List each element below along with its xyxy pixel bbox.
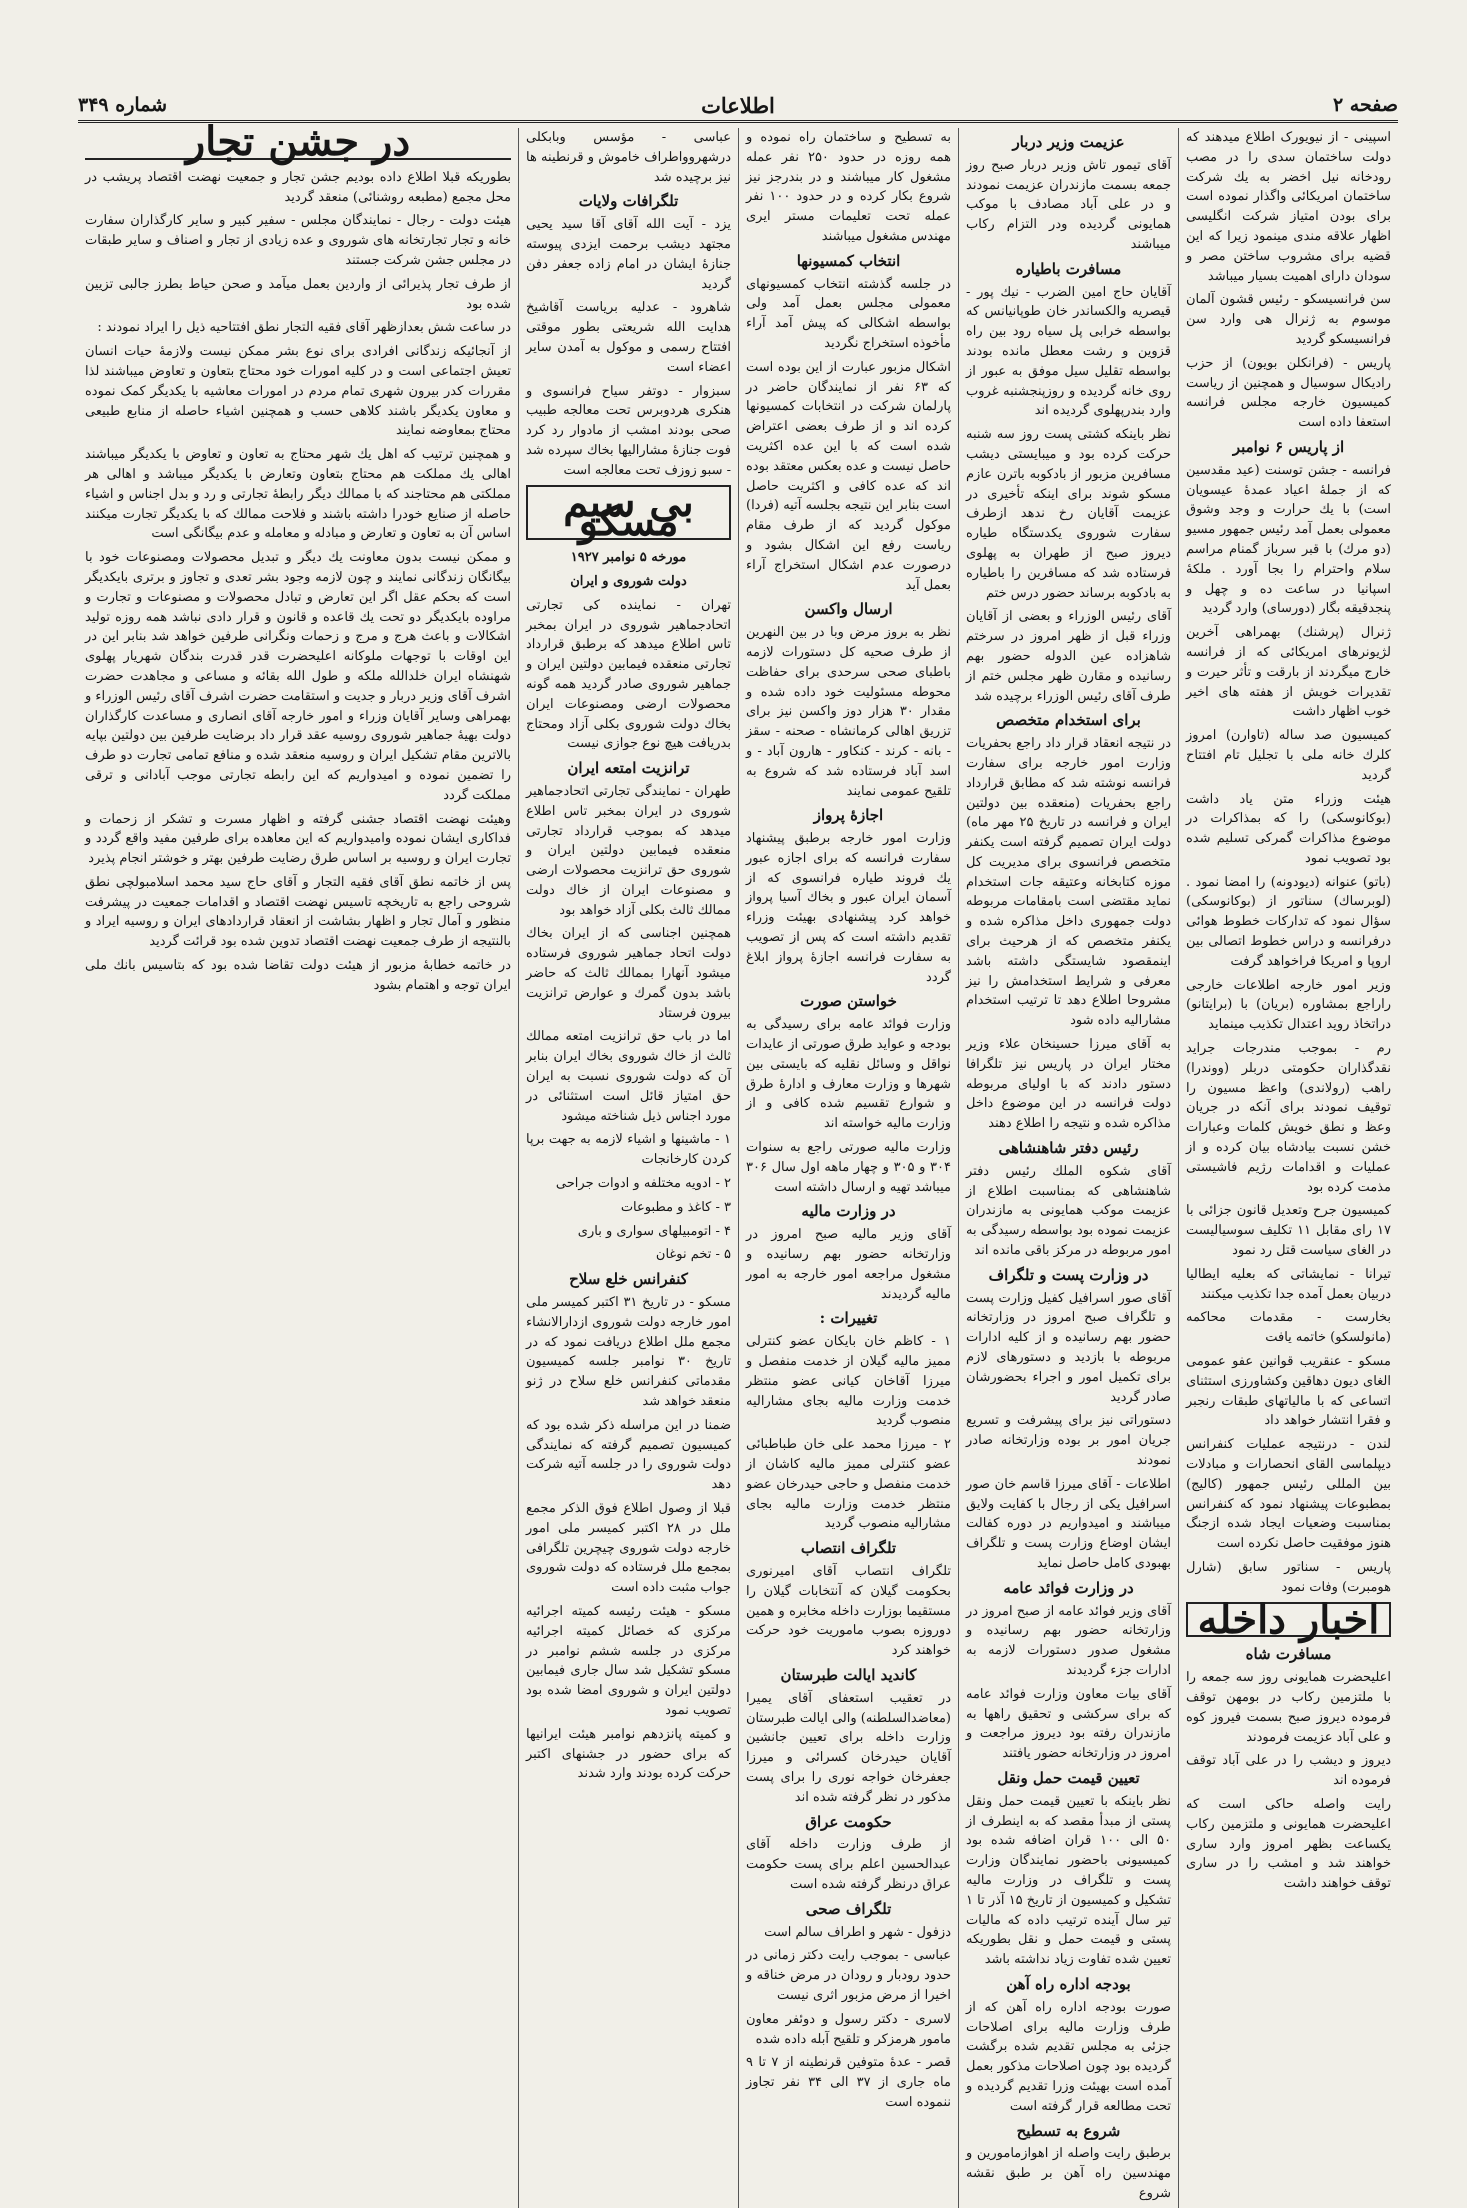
paragraph: اشکال مزبور عبارت از این بوده است که ۶۳ نفر از نمایندگان حاضر در پارلمان شرکت در انتخابات کمسیونها کرده اند و از طرف بعضی اعتراض شده است که با این عده اکثریت حاصل نیست و عده بعکس معتقد بوده اند که عده کافی و اکثریت حاصل است بنابر این نتیجه بجلسه آتیه (فردا) موکول گردید که از طرف مقام ریاست رفع این اشکال بشود و درصورت عدم اشکال استخراج آراء بعمل آید xyxy=(746,359,951,593)
paragraph: (باتو) عنوانه (دیودونه) را امضا نمود . (لوبرساك) سناتور از (بوکانوسکی) سؤال نمود که تدارکات خطوط هوائی درفرانسه و دراس خطوط اتصالی بین اروپا و امریکا فراخواهد گرفت xyxy=(1186,874,1391,969)
paragraph: تیرانا - نمایشاتی که بعلیه ایطالیا دربیان بعمل آمده جدا تکذیب میکنند xyxy=(1186,1266,1391,1302)
headline: اجازهٔ پرواز xyxy=(813,806,884,825)
paragraph: یزد - آیت الله آقای آقا سید یحیی مجتهد دیشب برحمت ایزدی پیوسته جنازهٔ ایشان در امام زاده جعفر دفن گردید xyxy=(526,217,731,292)
paragraph: آقای تیمور تاش وزیر دربار صبح روز جمعه بسمت مازندران عزیمت نمودند و در علی آباد مصادف با موکب همایونی گردیده ودر التزام رکاب میباشند xyxy=(966,157,1171,252)
paragraph: به آقای میرزا حسینخان علاء وزیر مختار ایران در پاریس نیز تلگرافا دستور دادند که با اولیای مربوطه دولت فرانسه در این موضوع داخل مذاکره شده و نتیجه را اطلاع دهند xyxy=(966,1037,1171,1132)
paragraph: بطوریکه قبلا اطلاع داده بودیم جشن تجار و جمعیت نهضت اقتصاد پریشب در محل مجمع (مطبعه روشنائی) منعقد گردید xyxy=(85,169,511,205)
paragraph: و ممکن نیست بدون معاونت یك دیگر و تبدیل محصولات ومصنوعات خود با بیگانگان زندگانی نمایند و چون لازمه وجود بشر تعدی و تجاوز و برتری بایکدیگر است که بحکم عقل اگر این تعارض و تبادل محصولات و مصنوعات و تجارت و مراوده بایکدیگر دو تحت یك قاعده و قانون و قرار دادی نباشد همه روزه تولید اشکالات و باعث هرج و مرج و زحمات ونگرانی طرفین خواهد شد بنابر این در این اوقات با توجهات ملوکانه اعلیحضرت قدر قدرت بندگان شهریار پهلوی شهنشاه ایران خلدالله ملکه و طول الله بقائه و مساعی و مجاهدت حضرت اشرف آقای وزیر دربار و جدیت و استقامت حضرت اشرف آقای رئیس الوزراء و بهمراهی وسایر آقایان وزراء و امور خارجه آقای انصاری و مساعدت کارگذاران دولت بهیهٔ جماهیر شوروی روسیه عقد قرار داد برضایت طرفین بین دولتین بپایه بالاترین مقام تشکیل ایران و روسیه منعقد شده و منافع تمامی تجارت دو طرف را تضمین نموده و امیدواریم که این رابطه تجارتی موجب آبادانی و ترقی مملکت گردد xyxy=(85,550,511,803)
list-item: ۴ - اتومبیلهای سواری و باری xyxy=(577,1223,731,1239)
paragraph: مسکو - عنقریب قوانین عفو عمومی الغای دیون دهاقین وکشاورزی استثنای اتساعی که با مالیاتهای طبقات رنجبر و فقرا انتشار خواهد داد xyxy=(1186,1354,1391,1429)
headline: خواستن صورت xyxy=(800,992,897,1011)
paragraph: کمیسیون جرح وتعدیل قانون جزائی با ۱۷ رای مقابل ۱۱ تکلیف سوسیالیست در الغای سیاست قتل رد نمود xyxy=(1186,1203,1391,1259)
paragraph: آقایان حاج امین الضرب - نیك پور - قیصریه والکساندر خان طوپانیانس که بواسطه خرابی پل سیاه رود بین راه قزوین و رشت معطل مانده بودند بواسطه تقلیل سیل موفق به عبور از روی خانه گردیده و روزپنجشنبه غروب وارد بندرپهلوی گردیده اند xyxy=(966,284,1171,419)
paragraph: قصر - عدهٔ متوفین قرنطینه از ۷ تا ۹ ماه جاری از ۳۷ الی ۳۴ نفر تجاوز ننموده است xyxy=(746,2055,951,2110)
paragraph: لندن - درنتیجه عملیات کنفرانس دیپلماسی القای انحصارات و مبادلات بین المللی رئیس جمهور (کالیج) بمطبوعات پیشنهاد نمود که کنفرانس بمناسبت وضعیات ایجاد شده ازجنگ هنوز موفقیت حاصل نکرده است xyxy=(1186,1437,1391,1552)
paragraph: مسکو - هیئت رئیسه کمیته اجرائیه مرکزی که خصائل کمیته اجرائیه مرکزی در جلسه ششم نوامبر در مسکو تشکیل شد سال جاری فیمابین دولتین ایران و شوروی امضا شده بود تصویب نمود xyxy=(526,1603,731,1718)
column-4 xyxy=(518,128,738,2208)
paragraph: ۱ - کاظم خان بایکان عضو کنترلی ممیز مالیه گیلان از خدمت منفصل و میرزا آقاخان کیانی عضو منتظر خدمت وزارت مالیه بجای مشارالیه منصوب گردید xyxy=(746,1334,951,1429)
paragraph: وزارت امور خارجه برطبق پیشنهاد سفارت فرانسه که برای اجازه عبور یك فروند طیاره فرانسوی که از آسمان ایران عبور و بخاك آسیا پرواز خواهد کرد پیشنهادی بهیئت وزراء تقدیم داشته است که پس از تصویب به سفارت فرانسه اجازهٔ پرواز ابلاغ گردد xyxy=(746,831,951,985)
headline: در وزارت فوائد عامه xyxy=(1003,1578,1134,1597)
paragraph: نظر باینکه با تعیین قیمت حمل ونقل پستی از مبدأ مقصد که به اینطرف از ۵۰ الی ۱۰۰ قران اضافه شده بود کمیسیونی باحضور نمایندگان وزارت پست و تلگراف در وزارت مالیه تشکیل و کمیسیون از تاریخ ۱۵ آذر تا ۱ تیر سال آینده ترتیب داده که مالیات پستی و قیمت حمل و نقل بطوریکه تعیین شده تفاوت زیاد نداشته باشد xyxy=(966,1793,1171,1968)
paragraph: عباسی - بموجب رایت دکتر زمانی در حدود رودبار و رودان در مرض خناقه و اخیرا از مرض مزبور اثری نیست xyxy=(746,1948,951,2003)
paragraph: هیئت دولت - رجال - نمایندگان مجلس - سفیر کبیر و سایر کارگذاران سفارت خانه و تجار تجارتخانه های شوروی و عده زیادی از تجار و اصناف و سایر طبقات در مجلس جشن شرکت جستند xyxy=(85,213,511,268)
paragraph: بخارست - مقدمات محاکمه (مانولسکو) خاتمه یافت xyxy=(1186,1310,1391,1346)
list-item: ۳ - کاغذ و مطبوعات xyxy=(620,1199,731,1215)
paragraph: وزیر امور خارجه اطلاعات خارجی راراجع بمشاوره (بریان) با (برایتانو) دراتخاذ روید اعتدال تکذیب مینماید xyxy=(1186,977,1391,1033)
paragraph: پاریس - (فرانکلن بویون) از حزب رادیکال سوسیال و همچنین از ریاست کمیسیون خارجه مجلس فرانسه استعفا داده است xyxy=(1186,355,1391,431)
paragraph: نظر به بروز مرض وبا در بین النهرین از طرف صحیه کل دستورات لازمه باطبای صحی سرحدی برای حفاظت محوطه مسئولیت خود داده شده و مقدار ۳۰ هزار دوز واکسن نیز برای تزریق اهالی کرمانشاه - صحنه - سقز - بانه - کرند - کنکاور - هارون آباد - و اسد آباد فرستاده شد که شروع به تلقیح عمومی نمایند xyxy=(746,625,951,799)
paragraph: وزارت فوائد عامه برای رسیدگی به بودجه و عواید طرق صورتی از عایدات نواقل و وسائل نقلیه که بایستی بین شهرها و وزارت معارف و ادارهٔ طرق و شوارع تقسیم شده کافی و از وزارت مالیه خواسته اند xyxy=(746,1017,951,1132)
headline: تغییرات : xyxy=(819,1309,878,1328)
column-3 xyxy=(738,128,958,2208)
paragraph: در نتیجه انعقاد قرار داد راجع بحفریات وزارت امور خارجه برای سفارت فرانسه نوشته شد که مطابق قرارداد راجع بحفریات (منعقده بین دولتین ایران و فرانسه در تاریخ ۲۵ مهر ماه) دولت ایران تصمیم گرفته است یکنفر متخصص فرانسوی برای مدیریت کل موزه کتابخانه وعتیقه جات استخدام نماید مقتضی است بامقامات مربوطه دولت جمهوری داخل مذاکره شده و یکنفر متخصص که از هرحیث برای اینمقصود شایستگی داشته باشد معرفی و شرایط استخدامش را نیز مشروحا اطلاع دهد تا ترتیب استخدام مشارالیه داده شود xyxy=(966,736,1171,1029)
paragraph: هیئت وزراء متن یاد داشت (بوکانوسکی) را که بمذاکرات در موضوع مذاکرات گمرکی تسلیم شده بود تصویب نمود xyxy=(1186,791,1391,866)
section-title-internal-news: اخبار داخله xyxy=(1186,1602,1391,1638)
headline: از پاریس ۶ نوامبر xyxy=(1232,437,1345,456)
paragraph: قبلا از وصول اطلاع فوق الذکر مجمع ملل در ۲۸ اکتبر کمیسر ملی امور خارجه دولت شوروی چیچرین تلگرافی بمجمع ملل فرستاده که دولت شوروی جواب مثبت داده است xyxy=(526,1501,731,1596)
section-title-merchants-celebration: در جشن تجار xyxy=(85,132,511,160)
paragraph: آقای شکوه الملك رئیس دفتر شاهنشاهی که بمناسبت اطلاع از عزیمت موکب همایونی به مازندران عزیمت نموده بود بواسطه رسیدگی به امور مربوطه در مرکز باقی مانده اند xyxy=(966,1163,1171,1259)
headline: ترانزیت امتعه ایران xyxy=(567,759,690,778)
page-number: صفحه ۲ xyxy=(1332,94,1398,116)
paragraph: در تعقیب استعفای آقای یمیرا (معاضدالسلطنه) والی ایالت طبرستان وزارت داخله برای تعیین جانشین آقایان حیدرخان کسرائی و میرزا جعفرخان خواجه نوری را برای پست مذکور در نظر گرفته شده اند xyxy=(746,1690,951,1805)
paragraph: طهران - نمایندگی تجارتی اتحادجماهیر شوروی در ایران بمخبر تاس اطلاع میدهد که بموجب قرارداد تجارتی منعقده فیمابین دولتین ایران و شوروی حق ترانزیت محصولات ارضی و مصنوعات ایران از خاك دولت ممالك ثالث بکلی آزاد خواهد بود xyxy=(526,783,731,918)
headline: مسافرت شاه xyxy=(1245,1645,1332,1664)
paragraph: در خاتمه خطابهٔ مزبور از هیئت دولت تقاضا شده بود که بتاسیس بانك ملی ایران توجه و اهتمام بشود xyxy=(85,958,511,993)
paragraph: همچنین اجناسی که از ایران بخاك دولت اتحاد جماهیر شوروی فرستاده میشود آنهارا بممالك ثالث که حاضر باشد بدون گمرك و عوارض ترانزیت بیرون فرستاد xyxy=(526,926,731,1021)
paragraph: از آنجائیکه زندگانی افرادی برای نوع بشر ممکن نیست ولازمهٔ حیات انسان تعیش اجتماعی است و در کلیه امورات خود محتاج بتعاون و تعاوض میباشند لذا مقررات کدر بیرون شهری تمام مردم در امورات معاشیه با یکدیگر کمک نموده و معاون یکدیگر باشند کلاهی حسب و همچنین اشیاء حاصله از منابع طبیعی محتاج بمعاوضه نمایند xyxy=(85,344,511,439)
headline: تلگراف صحی xyxy=(805,1899,892,1918)
paragraph: دزفول - شهر و اطراف سالم است xyxy=(764,1924,951,1940)
paragraph: نظر باینکه کشتی پست روز سه شنبه حرکت کرده بود و میبایستی دیشب مسافرین مزبور از بادکوبه باترن عازم مسکو شوند برای اینکه تأخیری در عزیمت آقایان رخ ندهد ازطرف سفارت شوروی یکدستگاه طیاره دیروز صبح از طهران به پهلوی فرستاده شد که مسافرین را باطیاره به بادکوبه برساند حضور درس ختم xyxy=(966,427,1171,601)
headline: کنفرانس خلع سلاح xyxy=(569,1270,688,1289)
paragraph: اما در باب حق ترانزیت امتعه ممالك ثالث از خاك شوروی بخاك ایران بنابر آن که دولت شوروی نسبت به ایران حق امتیاز قائل است استثنائی در مورد اجناس ذیل شناخته میشود xyxy=(526,1029,731,1124)
paragraph: ژنرال (پرشنك) بهمراهی آخرین لژیونرهای امریکائی که از فرانسه خارج میگردند از بارقت و تأثر حیرت و تقدیرات خویش از هفته های اخیر خوب اظهار داشت xyxy=(1186,625,1391,720)
headline: بودجه اداره راه آهن xyxy=(1006,1974,1131,1993)
dateline: مورخه ۵ نوامبر ۱۹۲۷ xyxy=(570,550,687,566)
columns xyxy=(78,118,1398,2201)
paragraph: آقای رئیس الوزراء و بعضی از آقایان وزراء قبل از ظهر امروز در سرختم شاهزاده عین الدوله حضور بهم رسانیده و مقارن ظهر مجلس ختم از طرف آقای رئیس الوزراء برچیده شد xyxy=(966,609,1171,704)
paragraph: لاسری - دکتر رسول و دوئفر معاون مامور هرمزکر و تلقیح آبله داده شده xyxy=(746,2011,951,2047)
paragraph: دیروز و دیشب را در علی آباد توقف فرموده اند xyxy=(1186,1753,1391,1789)
list-item: ۲ - ادویه مختلفه و ادوات جراحی xyxy=(555,1176,731,1192)
column-5 xyxy=(78,118,518,2208)
headline: رئیس دفتر شاهنشاهی xyxy=(998,1139,1139,1158)
paragraph: فرانسه - جشن توسنت (عید مقدسین که از جملهٔ اعیاد عمدهٔ عیسویان است) با یك حرارت و وجد وشوق معمولی بعمل آمد رئیس جمهور مسیو (دو مرك) با قبر سرباز گمنام مراسم سلام واحترام را بجا آورد . ملکهٔ اسپانیا در ساعت ده و چهل و پنجدقیقه بگار (دورسای) وارد گردید xyxy=(1186,462,1391,617)
paragraph: آقای وزیر مالیه صبح امروز در وزارتخانه حضور بهم رسانیده و مشغول مراجعه امور خارجه به امور مالیه گردیدند xyxy=(746,1227,951,1302)
paragraph: سبزوار - دوتفر سیاح فرانسوی و هنکری هردوبرس تحت معالجه طبیب صحی بودند امشب از مادوار رد کرد فوت جنازهٔ مشارالیها بخاك سپرده شد - سبو زوزف تحت معالجه است xyxy=(526,383,731,478)
headline: تلگراف انتصاب xyxy=(800,1539,897,1558)
paragraph: کمیسیون صد ساله (تاوارن) امروز کلرك خانه ملی با تجلیل تام افتتاح گردید xyxy=(1186,728,1391,783)
paragraph: وهیئت نهضت اقتصاد جشنی گرفته و اظهار مسرت و تشکر از زحمات و فداکاری ایشان نموده وامیدواریم که این معاهده برای طرفین مفید واقع گردد و تجارت ایران و روسیه بر اساس طرق رضایت طرفین بهتر و خوشتر انجام پذیرد xyxy=(85,811,511,867)
dateline: دولت شوروی و ایران xyxy=(570,573,687,589)
paragraph: برطبق رایت واصله از اهوازمامورین و مهندسین راه آهن بر طبق نقشه شروع xyxy=(966,2146,1171,2201)
paragraph: در جلسه گذشته انتخاب کمسیونهای معمولی مجلس بعمل آمد ولی بواسطه اشکالی که پیش آمد آراء مأخوذه استخراج نگردید xyxy=(746,276,951,351)
paragraph: شاهرود - عدلیه بریاست آقاشیخ هدایت الله شریعتی بطور موقتی افتتاح رسمی و موکول به آمدن سایر اعضاء است xyxy=(526,300,731,375)
headline: انتخاب کمسیونها xyxy=(796,251,901,270)
paragraph: رایت واصله حاکی است که اعلیحضرت همایونی و ملتزمین رکاب یکساعت بظهر امروز وارد ساری خواهند شد و امشب را در ساری توقف خواهند داشت xyxy=(1186,1796,1391,1892)
headline: عزیمت وزیر دربار xyxy=(1012,133,1125,151)
list-item: ۵ - تخم نوغان xyxy=(655,1247,731,1263)
headline: حکومت عراق xyxy=(805,1812,892,1831)
section-title-moscow-wireless: بی سیم مسکو xyxy=(526,485,731,541)
paragraph: اطلاعات - آقای میرزا قاسم خان صور اسرافیل یکی از رجال با کفایت ولایق میباشند و امیدواریم در دوره کفالت ایشان اوضاع وزارت پست و تلگراف بهبودی کامل حاصل نماید xyxy=(966,1476,1171,1571)
paragraph: پس از خاتمه نطق آقای فقیه التجار و آقای حاج سید محمد اسلامبولچی نطق شروحی راجع به تاریخچه تاسیس نهضت اقتصاد و اقدامات جمعیت در پیشرفت منظور و آمال تجار و اظهار بشاشت از انعقاد قراردادهای ایران و روسیه ایراد و بالنتیجه از طرف جمعیت نهضت اقتصاد تدوین شده بود قرائت گردید xyxy=(85,874,511,950)
headline: در وزارت مالیه xyxy=(801,1202,896,1221)
newspaper-title: اطلاعات xyxy=(701,92,775,118)
paragraph: سن فرانسیسکو - رئیس قشون آلمان موسوم به ژنرال هی وارد سن فرانسیسکو گردید xyxy=(1186,292,1391,347)
paragraph: ضمنا در این مراسله ذکر شده بود که کمیسیون تصمیم گرفته که نمایندگی دولت شوروی را در جلسه آتیه شرکت دهد xyxy=(526,1417,731,1493)
headline: تعیین قیمت حمل ونقل xyxy=(997,1768,1140,1787)
paragraph: عباسی - مؤسس وبابکلی درشهروواطراف خاموش و قرنطینه ها نیز برچیده شد xyxy=(526,130,731,185)
paragraph: صورت بودجه اداره راه آهن که از طرف وزارت مالیه برای اصلاحات جزئی به مجلس تقدیم شده برگشت گردیده بود چون اصلاحات مذکور بعمل آمده است بهیئت وزرا تقدیم گردیده و تحت مطالعه قرار گرفته است xyxy=(966,1999,1171,2114)
headline: برای استخدام متخصص xyxy=(996,711,1141,730)
issue-number: شماره ۳۴۹ xyxy=(78,94,168,116)
paragraph: به تسطیح و ساختمان راه نموده و همه روزه در حدود ۲۵۰ نفر عمله مشغول کار میباشند و در بندرجز نیز شروع بکار کرده و در حدود ۱۰۰ نفر عمله تحت تعلیمات مستر ایری مهندس مشغول میباشند xyxy=(746,130,952,244)
paragraph: تلگراف انتصاب آقای امیرنوری بحکومت گیلان که آنتخابات گیلان را مستقیما بوزارت داخله مخابره و همین دوروزه بصوب ماموریت خود حرکت خواهند کرد xyxy=(746,1563,951,1659)
headline: کاندید ایالت طبرستان xyxy=(780,1665,917,1684)
paragraph: آقای بیات معاون وزارت فوائد عامه که برای سرکشی و تحقیق راهها به مازندران رفته بود دیروز مراجعت و امروز در وزارتخانه حضور یافتند xyxy=(966,1686,1171,1762)
paragraph: وزارت مالیه صورتی راجع به سنوات ۳۰۴ و ۳۰۵ و چهار ماهه اول سال ۳۰۶ میباشد تهیه و ارسال داشته است xyxy=(746,1140,951,1195)
masthead xyxy=(78,92,1398,118)
headline: تلگرافات ولایات xyxy=(578,192,679,211)
paragraph: ۲ - میرزا محمد علی خان طباطبائی عضو کنترلی ممیز مالیه کاشان از خدمت منفصل و حاجی حیدرخان عضو منتظر خدمت وزارت مالیه بجای مشارالیه منصوب گردید xyxy=(746,1437,951,1532)
paragraph: پاریس - سناتور سابق (شارل هومبرت) وفات نمود xyxy=(1186,1559,1391,1595)
paragraph: اعلیحضرت همایونی روز سه جمعه را با ملتزمین رکاب در بومهن توقف فرموده دیروز صبح بسمت فیروز کوه و علی آباد عزیمت فرمودند xyxy=(1186,1670,1391,1745)
list-item: ۱ - ماشینها و اشیاء لازمه به جهت برپا کردن کارخانجات xyxy=(526,1132,731,1168)
paragraph: مسکو - در تاریخ ۳۱ اکتبر کمیسر ملی امور خارجه دولت شوروی ازدارالانشاء مجمع ملل اطلاع دریافت نمود که در تاریخ ۳۰ نوامبر جلسه کمیسیون مقدماتی کنفرانس خلع سلاح در ژنو منعقد خواهد شد xyxy=(526,1295,732,1410)
paragraph: در ساعت شش بعدازظهر آقای فقیه التجار نطق افتتاحیه ذیل را ایراد نمودند : xyxy=(97,320,511,336)
paragraph: آقای صور اسرافیل کفیل وزارت پست و تلگراف صبح امروز در وزارتخانه حضور بهم رسانیده و از کلیه ادارات مربوطه با بازدید و دستورهای لازم برای تکمیل امور و اجراء بحضورشان صادر گردید xyxy=(966,1290,1171,1405)
column-2 xyxy=(958,128,1178,2208)
paragraph: و کمیته پانزدهم نوامبر هیئت ایرانیها که برای حضور در جشنهای اکتبر حرکت کرده بودند وارد شدند xyxy=(526,1726,731,1782)
paragraph: از طرف تجار پذیرائی از واردین بعمل میآمد و صحن حیاط بطرز جالبی تزیین شده بود xyxy=(85,276,511,312)
column-1 xyxy=(1178,128,1398,2208)
paragraph: تهران - نماینده کی تجارتی اتحادجماهیر شوروی در ایران بمخبر تاس اطلاع میدهد که برطبق قرارداد تجارتی منعقده فیمابین دولتین ایران و جماهیر شوروی صادر گردید همه گونه محصولات ارضی ومصنوعات ایران بخاك دولت شوروی بکلی آزاد ومحتاج بدریافت هیچ نوع جوازی نیست xyxy=(526,597,731,752)
paragraph: رم - بموجب مندرجات جراید نقدگذاران حکومتی دربلر (ووندرا) راهب (رولاندی) واعظ مسیون را توقیف نمودند برای آنکه در جریان وعظ و نطق خویش کلمات وعبارات خشن نسبت بیادشاه بیان کرده و از عملیات و اقدامات رژیم فاشیستی مذمت کرده بود xyxy=(1186,1041,1391,1195)
headline: در وزارت پست و تلگراف xyxy=(988,1265,1149,1284)
paragraph: اسپینی - از نیویورک اطلاع میدهند که دولت ساختمان سدی را در مصب رودخانه نیل اخضر به یك شرکت ساختمان امریکائی واگذار نموده است برای بودن امتیاز شرکت انگلیسی اظهار علاقه مندی مینمود زیرا که این قضیه برای مشروب ساختن مصر و سودان دارای اهمیت بسیار میباشد xyxy=(1186,130,1391,284)
paragraph: دستوراتی نیز برای پیشرفت و تسریع جریان امور بر بوده وزارتخانه صادر نمودند xyxy=(966,1413,1171,1468)
paragraph: و همچنین ترتیب که اهل یك شهر محتاج به تعاون و تعاوض با یکدیگر میباشند اهالی یك مملکت هم محتاج بتعاون وتعارض با یکدیگر میباشد و اهالی هر مملکتی هم محتاجند که با ممالك دیگر رابطهٔ تجارتی و رد و بدل اجناس و اشیاء حاصله از صنایع خودرا داشته باشند و فلاحت ممالك که با یکدیگر تجارت میکنند اساس آن به تعاون و تعارض و مبادله و معامله و عدم بیگانگی است xyxy=(85,447,511,542)
headline: ارسال واکسن xyxy=(804,600,893,619)
paragraph: آقای وزیر فوائد عامه از صبح امروز در وزارتخانه حضور بهم رسانیده و مشغول صدور دستورات لازمه به ادارات جزء گردیدند xyxy=(966,1603,1171,1678)
headline: شروع به تسطیح xyxy=(1016,2121,1121,2140)
paragraph: از طرف وزارت داخله آقای عبدالحسین اعلم برای پست حکومت عراق درنظر گرفته شده است xyxy=(746,1837,951,1892)
headline: مسافرت باطیاره xyxy=(1015,259,1122,278)
